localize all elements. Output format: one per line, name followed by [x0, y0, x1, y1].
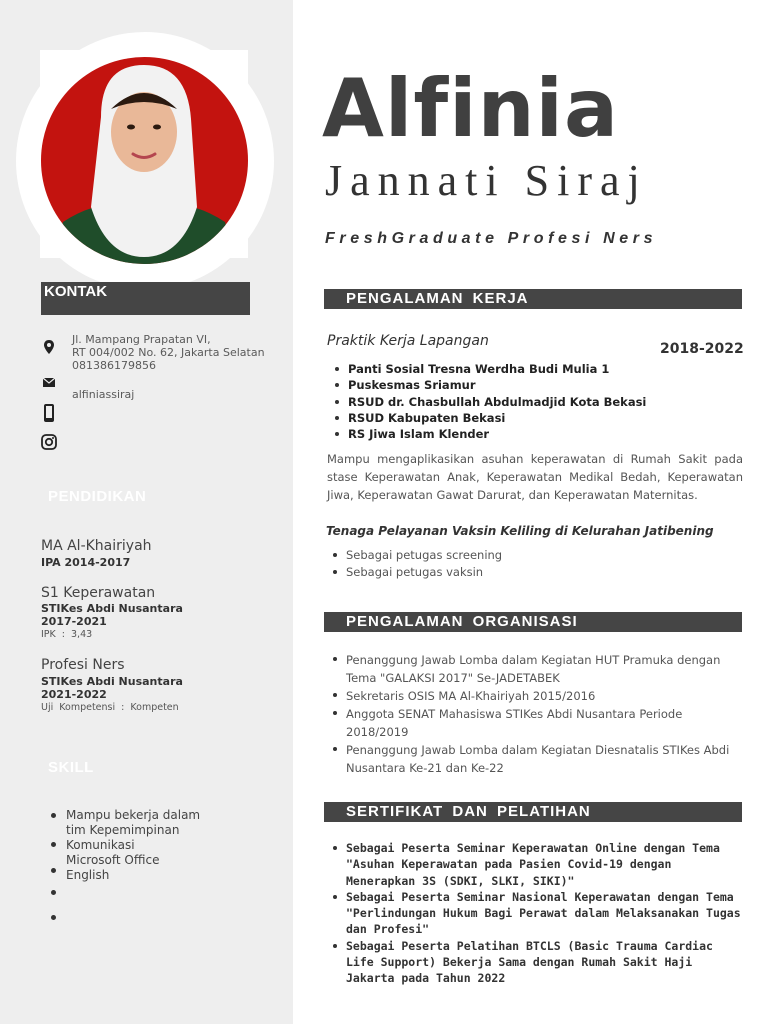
certificate-item: Sebagai Peserta Pelatihan BTCLS (Basic Trauma Cardiac Life Support) Bekerja Sama dengan Rumah Sakit Haji Jakarta pada Tahun 2022: [333, 938, 745, 987]
placement-item: RS Jiwa Islam Klender: [335, 426, 646, 442]
profile-portrait: [41, 57, 248, 264]
organization-item: Penanggung Jawab Lomba dalam Kegiatan HUT Pramuka dengan Tema "GALAKSI 2017" Se-JADETABEK: [333, 651, 745, 687]
job-title: Praktik Kerja Lapangan: [327, 333, 489, 349]
experience-heading-band: [324, 289, 742, 309]
education-2-note: IPK : 3,43: [41, 629, 93, 640]
skill-bullet: [51, 868, 56, 873]
skill-bullet: [51, 915, 56, 920]
contact-address-line1: Jl. Mampang Prapatan VI,: [72, 333, 211, 346]
skill-bullet: [51, 813, 56, 818]
contact-address-line2: RT 004/002 No. 62, Jakarta Selatan: [72, 346, 265, 359]
education-2-title: S1 Keperawatan: [41, 585, 156, 601]
certificate-item: Sebagai Peserta Seminar Keperawatan Online dengan Tema "Asuhan Keperawatan pada Pasien Covid-19 dengan Menerapkan 3S (SDKI, SLKI, SIKI)": [333, 840, 745, 889]
education-heading: PENDIDIKAN: [48, 488, 147, 505]
experience-description: Mampu mengaplikasikan asuhan keperawatan di Rumah Sakit pada stase Keperawatan Anak, Keperawatan Medikal Bedah, Keperawatan Jiwa, Keperawatan Gawat Darurat, dan Keperawatan Maternitas.: [327, 452, 743, 502]
placement-item: Puskesmas Sriamur: [335, 377, 646, 393]
organization-heading-band: [324, 612, 742, 632]
mail-icon: [40, 373, 58, 391]
organization-item: Anggota SENAT Mahasiswa STIKes Abdi Nusantara Periode 2018/2019: [333, 705, 745, 741]
skill-item: Mampu bekerja dalam tim Kepemimpinan: [66, 808, 201, 837]
instagram-icon: [40, 433, 58, 451]
certificate-list: [333, 840, 745, 987]
placement-item: RSUD dr. Chasbullah Abdulmadjid Kota Bekasi: [335, 394, 646, 410]
location-pin-icon: [40, 338, 58, 356]
organization-item: Sekretaris OSIS MA Al-Khairiyah 2015/2016: [333, 687, 745, 705]
contact-phone: 081386179856: [72, 359, 156, 372]
skill-item: Microsoft Office: [66, 853, 160, 867]
education-3-note: Uji Kompetensi : Kompeten: [41, 702, 179, 713]
certificates-heading-band: [324, 802, 742, 822]
organization-heading: PENGALAMAN ORGANISASI: [346, 613, 578, 630]
education-3-detail: STIKes Abdi Nusantara 2021-2022: [41, 675, 183, 701]
contact-heading: KONTAK: [44, 283, 108, 300]
education-1-title: MA Al-Khairiyah: [41, 538, 152, 554]
tagline: FreshGraduate Profesi Ners: [325, 230, 658, 247]
education-3-title: Profesi Ners: [41, 657, 125, 673]
placement-item: RSUD Kabupaten Bekasi: [335, 410, 646, 426]
education-1-detail: IPA 2014-2017: [41, 556, 131, 569]
placement-list: [335, 361, 646, 442]
organization-item: Penanggung Jawab Lomba dalam Kegiatan Diesnatalis STIKes Abdi Nusantara Ke-21 dan Ke-22: [333, 741, 745, 777]
skill-heading: SKILL: [48, 759, 94, 776]
skill-bullet: [51, 890, 56, 895]
education-2-detail: STIKes Abdi Nusantara 2017-2021: [41, 602, 183, 628]
organization-list: [333, 651, 745, 777]
skill-item: English: [66, 868, 110, 882]
vaccine-service-list: [333, 547, 502, 581]
vaccine-service-item: Sebagai petugas screening: [333, 547, 502, 564]
placement-item: Panti Sosial Tresna Werdha Budi Mulia 1: [335, 361, 646, 377]
vaccine-service-item: Sebagai petugas vaksin: [333, 564, 502, 581]
certificate-item: Sebagai Peserta Seminar Nasional Keperawatan dengan Tema "Perlindungan Hukum Bagi Perawat dalam Melaksanakan Tugas dan Profesi": [333, 889, 745, 938]
last-name: Jannati Siraj: [325, 156, 648, 205]
experience-heading: PENGALAMAN KERJA: [346, 290, 529, 307]
job-year: 2018-2022: [660, 341, 744, 357]
first-name: Alfinia: [322, 62, 619, 155]
skill-list: [66, 808, 246, 883]
sidebar: [0, 0, 293, 1024]
skill-item: Komunikasi: [66, 838, 135, 852]
skill-bullet: [51, 842, 56, 847]
contact-email: alfiniassiraj: [72, 388, 135, 401]
certificates-heading: SERTIFIKAT DAN PELATIHAN: [346, 803, 591, 820]
profile-photo: [41, 57, 248, 264]
vaccine-service-title: Tenaga Pelayanan Vaksin Keliling di Kelurahan Jatibening: [326, 524, 714, 538]
contact-heading-band: [41, 282, 250, 315]
phone-icon: [40, 404, 58, 422]
